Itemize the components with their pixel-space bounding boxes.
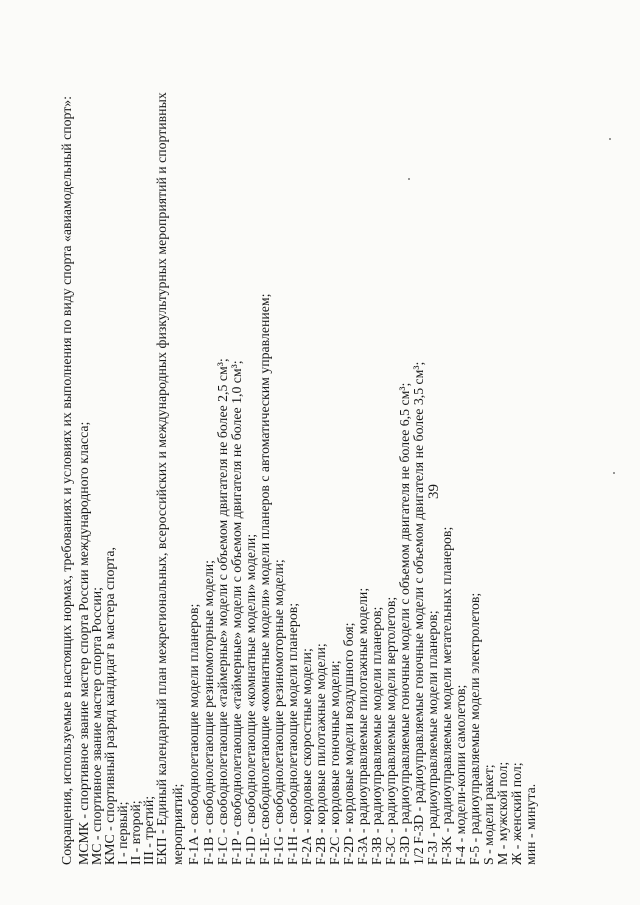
abbr-line: F-3C - радиоуправляемые модели вертолетов; xyxy=(383,596,398,865)
abbr-line: I - первый; xyxy=(115,801,130,865)
scan-speck xyxy=(613,472,615,474)
abbr-line: F-1C - свободнолетающие «таймерные» модели с объемом двигателя не более 2,5 см³; xyxy=(215,358,230,865)
intro-line: Сокращения, используемые в настоящих нормах, требованиях и условиях их выполнения по виду спорта «авиамодельный спорт»: xyxy=(59,96,74,865)
abbr-line: F-2A - кордовые скоростные модели; xyxy=(299,648,314,865)
abbr-line: МС - спортивное звание мастер спорта России; xyxy=(89,587,104,865)
scan-speck xyxy=(408,178,410,180)
abbr-line: S - модели ракет; xyxy=(481,764,496,865)
abbr-line: F-2B - кордовые пилотажные модели; xyxy=(313,643,328,865)
abbr-line: F-1G - свободнолетающие резиномоторные модели; xyxy=(271,559,286,865)
abbr-line: F-3K - радиоуправляемые модели метательных планеров; xyxy=(439,526,454,865)
abbr-line: F-1D - свободнолетающие «комнатные модели» модели; xyxy=(243,533,258,865)
abbr-line: F-3A - радиоуправляемые пилотажные модели; xyxy=(355,587,370,865)
rotated-document-content xyxy=(60,55,620,865)
abbr-line: F-1H - свободнолетающие модели планеров; xyxy=(285,602,300,865)
abbr-line: 1/2 F-3D - радиоуправляемые гоночные модели с объемом двигателя не более 3,5 см³; xyxy=(411,361,426,865)
scan-speck xyxy=(609,138,611,140)
abbr-line: МСМК - спортивное звание мастер спорта России международного класса; xyxy=(76,421,91,865)
abbr-line: II - второй; xyxy=(128,800,143,865)
abbr-line: F-2C - кордовые гоночные модели; xyxy=(327,660,342,865)
abbr-line: М - мужской пол; xyxy=(495,761,510,865)
abbr-line: мин - минута. xyxy=(523,783,538,865)
abbr-line: F-1A - свободнолетающие модели планеров; xyxy=(186,603,201,865)
abbr-line: ЕКП - Единый календарный план межрегиональных, всероссийских и международных физкультурных мероприятий и спортивных xyxy=(154,92,169,865)
abbr-line: F-5 - радиоуправляемые модели электролетов; xyxy=(467,592,482,865)
abbr-line: Ж - женский пол; xyxy=(509,762,524,865)
abbr-line: F-3J - радиоуправляемые модели планеров; xyxy=(425,610,440,865)
abbr-line: F-4 - модели-копии самолетов; xyxy=(453,684,468,865)
abbr-line: F-1B - свободнолетающие резиномоторные модели; xyxy=(201,560,216,865)
abbr-line: F-3B - радиоуправляемые модели планеров; xyxy=(369,606,384,865)
abbr-line: F-2D - кордовые модели воздушного боя; xyxy=(341,622,356,865)
abbr-line: F-3D - радиоуправляемые гоночные модели с объемом двигателя не более 6,5 см³; xyxy=(397,382,412,865)
abbr-line: III - третий; xyxy=(141,795,156,865)
page-number: 39 xyxy=(426,484,442,499)
abbreviations-list xyxy=(60,55,620,865)
abbr-line: мероприятий; xyxy=(170,783,185,865)
abbr-line: КМС - спортивный разряд кандидат в мастера спорта, xyxy=(102,547,117,865)
abbr-line: F-1E- свободнолетающие «комнатные модели» модели планеров с автоматическим управлением; xyxy=(257,293,272,865)
abbr-line: F-1P - свободнолетающие «таймерные» модели с объемом двигателя не более 1,0 см³; xyxy=(229,360,244,865)
